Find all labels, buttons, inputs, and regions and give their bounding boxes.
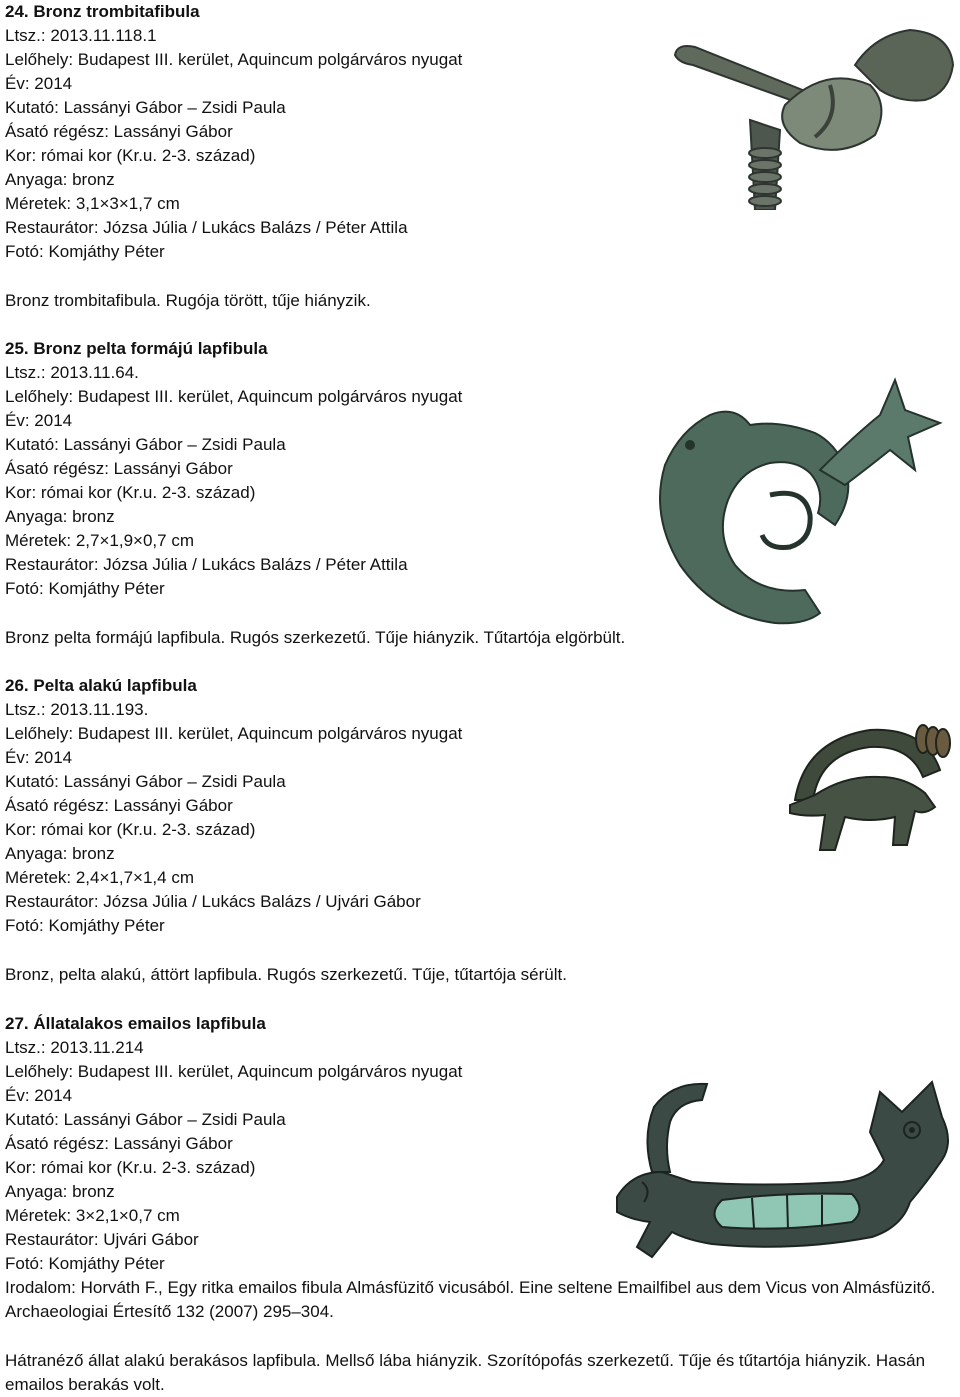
entry-restorer: Restaurátor: Ujvári Gábor xyxy=(5,1230,199,1249)
entry-literature: Irodalom: Horváth F., Egy ritka emailos fibula Almásfüzitő vicusából. Eine seltene Emailfibel aus dem Vicus von Almásfüzitő. xyxy=(5,1278,936,1297)
entry-period: Kor: római kor (Kr.u. 2-3. század) xyxy=(5,146,256,165)
entry-description: Hátranéző állat alakú berakásos lapfibula. Mellső lába hiányzik. Szorítópofás szerkezetű. Tűje és tűtartója hiányzik. Hasán xyxy=(5,1351,926,1370)
entry-excavator: Ásató régész: Lassányi Gábor xyxy=(5,1134,233,1153)
entry-restorer: Restaurátor: Józsa Júlia / Lukács Balázs / Ujvári Gábor xyxy=(5,892,421,911)
entry-inventory-number: Ltsz.: 2013.11.214 xyxy=(5,1038,144,1057)
entry-year: Év: 2014 xyxy=(5,1086,73,1105)
entry-description: Bronz, pelta alakú, áttört lapfibula. Rugós szerkezetű. Tűje, tűtartója sérült. xyxy=(5,965,567,984)
entry-researcher: Kutató: Lassányi Gábor – Zsidi Paula xyxy=(5,435,286,454)
entry-year: Év: 2014 xyxy=(5,411,73,430)
entry-site: Lelőhely: Budapest III. kerület, Aquincum polgárváros nyugat xyxy=(5,387,463,406)
entry-excavator: Ásató régész: Lassányi Gábor xyxy=(5,459,233,478)
entry-description-continued: emailos berakás volt. xyxy=(5,1375,165,1394)
animal-enamel-fibula-photo xyxy=(612,1072,957,1272)
entry-dimensions: Méretek: 2,4×1,7×1,4 cm xyxy=(5,868,194,887)
entry-photographer: Fotó: Komjáthy Péter xyxy=(5,579,165,598)
entry-description: Bronz pelta formájú lapfibula. Rugós szerkezetű. Tűje hiányzik. Tűtartója elgörbült. xyxy=(5,628,626,647)
entry-researcher: Kutató: Lassányi Gábor – Zsidi Paula xyxy=(5,1110,286,1129)
entry-material: Anyaga: bronz xyxy=(5,507,115,526)
entry-inventory-number: Ltsz.: 2013.11.193. xyxy=(5,700,149,719)
entry-material: Anyaga: bronz xyxy=(5,844,115,863)
entry-material: Anyaga: bronz xyxy=(5,1182,115,1201)
entry-period: Kor: római kor (Kr.u. 2-3. század) xyxy=(5,820,256,839)
pelta-fibula-photo xyxy=(640,375,945,630)
entry-description: Bronz trombitafibula. Rugója törött, tűje hiányzik. xyxy=(5,291,371,310)
entry-title: 24. Bronz trombitafibula xyxy=(5,2,200,21)
entry-period: Kor: római kor (Kr.u. 2-3. század) xyxy=(5,483,256,502)
trumpet-fibula-photo xyxy=(665,25,960,210)
entry-researcher: Kutató: Lassányi Gábor – Zsidi Paula xyxy=(5,772,286,791)
entry-literature-continued: Archaeologiai Értesítő 132 (2007) 295–304. xyxy=(5,1302,334,1321)
entry-excavator: Ásató régész: Lassányi Gábor xyxy=(5,796,233,815)
entry-year: Év: 2014 xyxy=(5,748,73,767)
entry-title: 26. Pelta alakú lapfibula xyxy=(5,676,197,695)
entry-photographer: Fotó: Komjáthy Péter xyxy=(5,1254,165,1273)
entry-dimensions: Méretek: 3×2,1×0,7 cm xyxy=(5,1206,180,1225)
entry-dimensions: Méretek: 3,1×3×1,7 cm xyxy=(5,194,180,213)
entry-title: 25. Bronz pelta formájú lapfibula xyxy=(5,339,268,358)
entry-dimensions: Méretek: 2,7×1,9×0,7 cm xyxy=(5,531,194,550)
entry-site: Lelőhely: Budapest III. kerület, Aquincum polgárváros nyugat xyxy=(5,1062,463,1081)
entry-photographer: Fotó: Komjáthy Péter xyxy=(5,242,165,261)
entry-inventory-number: Ltsz.: 2013.11.118.1 xyxy=(5,26,157,45)
entry-year: Év: 2014 xyxy=(5,74,73,93)
entry-inventory-number: Ltsz.: 2013.11.64. xyxy=(5,363,139,382)
entry-period: Kor: római kor (Kr.u. 2-3. század) xyxy=(5,1158,256,1177)
entry-title: 27. Állatalakos emailos lapfibula xyxy=(5,1014,266,1033)
entry-researcher: Kutató: Lassányi Gábor – Zsidi Paula xyxy=(5,98,286,117)
entry-site: Lelőhely: Budapest III. kerület, Aquincum polgárváros nyugat xyxy=(5,50,463,69)
openwork-pelta-fibula-photo xyxy=(775,715,955,865)
entry-excavator: Ásató régész: Lassányi Gábor xyxy=(5,122,233,141)
entry-material: Anyaga: bronz xyxy=(5,170,115,189)
entry-photographer: Fotó: Komjáthy Péter xyxy=(5,916,165,935)
entry-restorer: Restaurátor: Józsa Júlia / Lukács Balázs / Péter Attila xyxy=(5,555,408,574)
entry-site: Lelőhely: Budapest III. kerület, Aquincum polgárváros nyugat xyxy=(5,724,463,743)
entry-restorer: Restaurátor: Józsa Júlia / Lukács Balázs / Péter Attila xyxy=(5,218,408,237)
